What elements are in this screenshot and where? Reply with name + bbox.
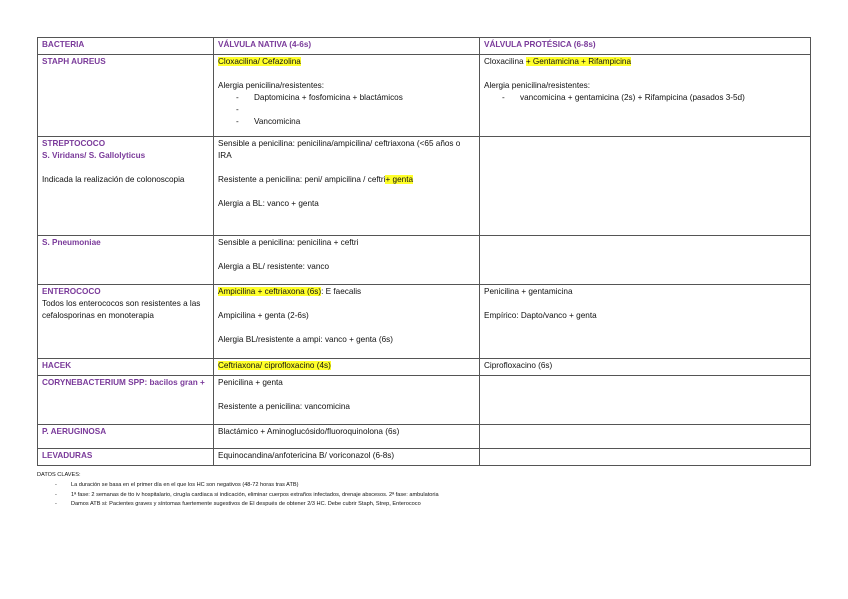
native-treatment-highlight: Ceftriaxona/ ciprofloxacino (4s) bbox=[218, 361, 331, 370]
bacteria-note: Indicada la realización de colonoscopia bbox=[42, 175, 185, 184]
cell-bacteria bbox=[38, 55, 214, 137]
bacteria-subname: S. Viridans/ S. Gallolyticus bbox=[42, 151, 146, 160]
key-notes bbox=[37, 471, 439, 510]
allergy-label: Alergia penicilina/resistentes: bbox=[484, 81, 591, 90]
sensitive-treatment: Sensible a penicilina: penicilina + ceftri bbox=[218, 238, 359, 247]
bacteria-name: CORYNEBACTERIUM SPP: bacilos gran + bbox=[42, 378, 205, 387]
row-streptococo bbox=[38, 137, 811, 236]
bacteria-note: Todos los enterococos son resistentes a las cefalosporinas en monoterapia bbox=[42, 299, 201, 320]
cell-native bbox=[214, 359, 480, 376]
bacteria-name: ENTEROCOCO bbox=[42, 287, 101, 296]
list-item: - vancomicina + gentamicina (2s) + Rifampicina (pasados 3-5d) bbox=[520, 92, 806, 104]
native-treatment: Blactámico + Aminoglucósido/fluoroquinolona (6s) bbox=[218, 427, 400, 436]
list-item: - Damos ATB si: Pacientes graves y síntomas fuertemente sugestivos de EI después de obtener 2/3 HC. Debe cubrir Staph, Strep, Enterococo bbox=[71, 500, 439, 510]
allergy-treatment: Alergia a BL/ resistente: vanco bbox=[218, 262, 330, 271]
list-item: - 1ª fase: 2 semanas de tto iv hospitalario, cirugía cardiaca si indicación, eliminar cuerpos extraños infectados, drenaje abscesos. 2ª fase: ambulatoria bbox=[71, 491, 439, 501]
cell-native bbox=[214, 376, 480, 425]
cell-prosthetic bbox=[480, 449, 811, 466]
list-item: - Vancomicina bbox=[254, 116, 475, 128]
row-p-aeruginosa bbox=[38, 425, 811, 449]
prosthetic-treatment: Ciprofloxacino (6s) bbox=[484, 361, 553, 370]
header-bacteria: BACTERIA bbox=[38, 38, 214, 55]
cell-prosthetic bbox=[480, 55, 811, 137]
allergy-label: Alergia penicilina/resistentes: bbox=[218, 81, 325, 90]
list-item: - Daptomicina + fosfomicina + blactámicos bbox=[254, 92, 475, 104]
cell-prosthetic bbox=[480, 236, 811, 285]
header-row bbox=[38, 38, 811, 55]
cell-native bbox=[214, 425, 480, 449]
native-treatment-note: : E faecalis bbox=[321, 287, 362, 296]
row-s-pneumoniae bbox=[38, 236, 811, 285]
row-levaduras bbox=[38, 449, 811, 466]
cell-prosthetic bbox=[480, 137, 811, 236]
cell-bacteria bbox=[38, 376, 214, 425]
notes-title: DATOS CLAVES: bbox=[37, 472, 81, 478]
row-corynebacterium bbox=[38, 376, 811, 425]
native-treatment: Penicilina + genta bbox=[218, 378, 283, 387]
cell-native bbox=[214, 449, 480, 466]
cell-native bbox=[214, 236, 480, 285]
cell-prosthetic bbox=[480, 359, 811, 376]
native-treatment-highlight: Ampicilina + ceftriaxona (6s) bbox=[218, 287, 322, 296]
header-native-valve: VÁLVULA NATIVA (4-6s) bbox=[214, 38, 480, 55]
resistant-treatment: Resistente a penicilina: peni/ ampicilina / ceftri bbox=[218, 175, 386, 184]
prosthetic-empiric: Empírico: Dapto/vanco + genta bbox=[484, 311, 597, 320]
prosthetic-treatment-highlight: + Gentamicina + Rifampicina bbox=[525, 57, 631, 66]
row-enterococo bbox=[38, 285, 811, 359]
row-staph-aureus bbox=[38, 55, 811, 137]
native-treatment: Cloxacilina/ Cefazolina bbox=[218, 57, 301, 66]
bacteria-name: LEVADURAS bbox=[42, 451, 93, 460]
cell-prosthetic bbox=[480, 285, 811, 359]
native-treatment: Equinocandina/anfotericina B/ voriconazol (6-8s) bbox=[218, 451, 395, 460]
allergy-treatment: Alergia BL/resistente a ampi: vanco + genta (6s) bbox=[218, 335, 393, 344]
cell-bacteria bbox=[38, 236, 214, 285]
prosthetic-treatment: Cloxacilina bbox=[484, 57, 526, 66]
sensitive-treatment: Sensible a penicilina: penicilina/ampicilina/ ceftriaxona (<65 años o IRA bbox=[218, 139, 461, 160]
treatment-table bbox=[37, 37, 811, 466]
bacteria-name: S. Pneumoniae bbox=[42, 238, 101, 247]
cell-native bbox=[214, 55, 480, 137]
cell-native bbox=[214, 137, 480, 236]
bacteria-name: STAPH AUREUS bbox=[42, 57, 106, 66]
cell-bacteria bbox=[38, 137, 214, 236]
resistant-treatment: Resistente a penicilina: vancomicina bbox=[218, 402, 350, 411]
cell-bacteria bbox=[38, 285, 214, 359]
cell-prosthetic bbox=[480, 376, 811, 425]
header-prosthetic-valve: VÁLVULA PROTÉSICA (6-8s) bbox=[480, 38, 811, 55]
allergy-treatment: Alergia a BL: vanco + genta bbox=[218, 199, 319, 208]
native-treatment: Ampicilina + genta (2-6s) bbox=[218, 311, 309, 320]
cell-prosthetic bbox=[480, 425, 811, 449]
resistant-treatment-highlight: + genta bbox=[385, 175, 414, 184]
prosthetic-treatment: Penicilina + gentamicina bbox=[484, 287, 573, 296]
cell-native bbox=[214, 285, 480, 359]
cell-bacteria bbox=[38, 359, 214, 376]
bacteria-name: P. AERUGINOSA bbox=[42, 427, 107, 436]
cell-bacteria bbox=[38, 425, 214, 449]
bacteria-name: HACEK bbox=[42, 361, 72, 370]
bacteria-name: STREPTOCOCO bbox=[42, 139, 106, 148]
cell-bacteria bbox=[38, 449, 214, 466]
row-hacek bbox=[38, 359, 811, 376]
list-item: - La duración se basa en el primer día en el que los HC son negativos (48-72 horas tras ATB) bbox=[71, 481, 439, 491]
